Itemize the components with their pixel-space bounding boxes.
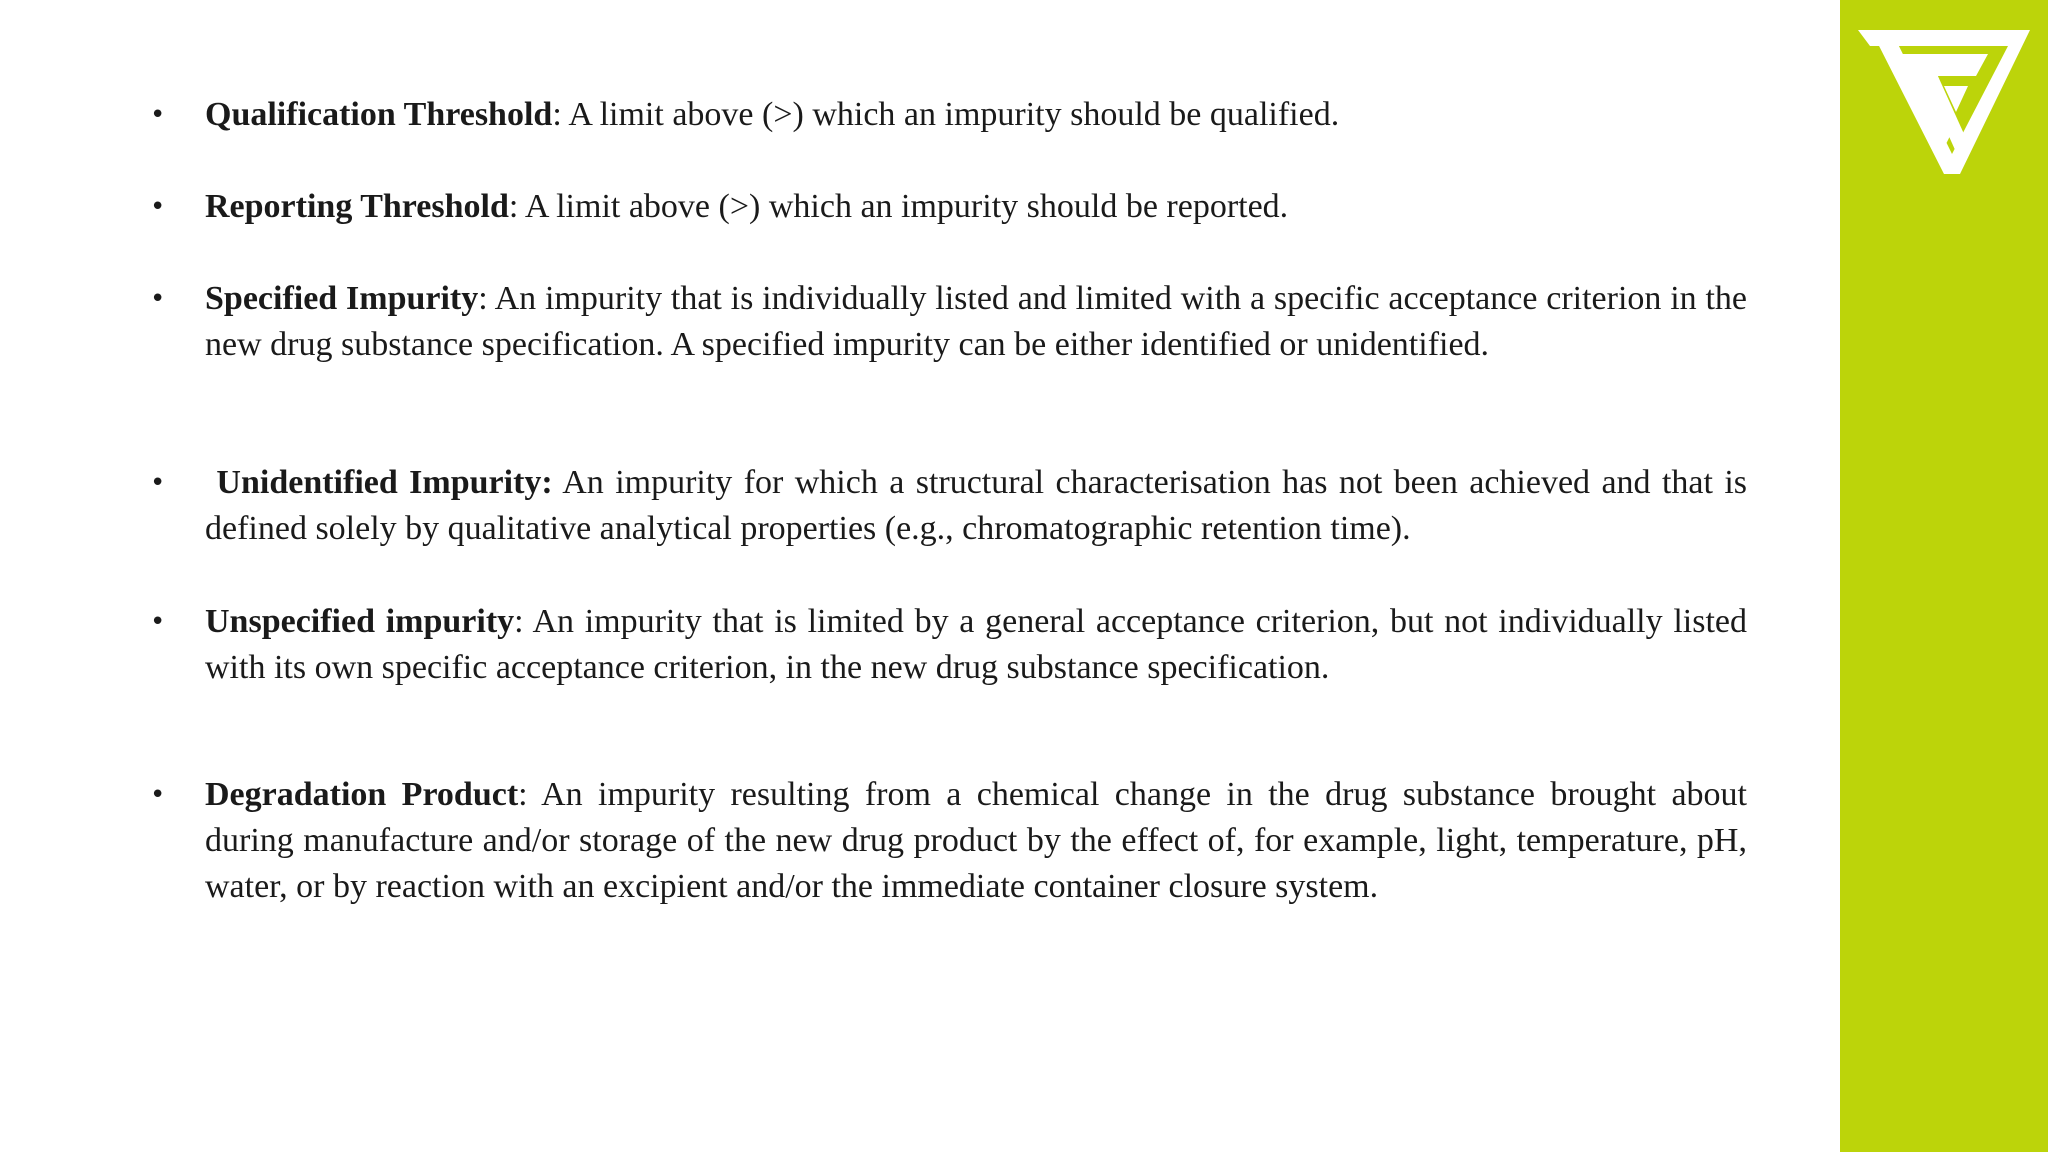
bullet-icon: • — [150, 192, 166, 222]
definition-term: Unspecified impurity — [205, 603, 515, 640]
definition-separator: : — [552, 96, 562, 133]
definition-degradation-product — [150, 772, 1747, 910]
bullet-icon: • — [150, 100, 166, 130]
bullet-icon: • — [150, 780, 166, 810]
definition-qualification-threshold — [150, 92, 1747, 138]
definition-separator: : — [518, 776, 528, 813]
brand-chevron-logo-icon — [1856, 24, 2032, 184]
definition-reporting-threshold — [150, 184, 1747, 230]
bullet-icon: • — [150, 468, 166, 498]
bullet-icon: • — [150, 284, 166, 314]
definition-separator: : — [514, 603, 524, 640]
definition-term: Degradation Product — [205, 776, 519, 813]
definition-term: Unidentified Impurity: — [216, 464, 553, 501]
definition-separator: : — [508, 188, 519, 225]
definition-unidentified-impurity — [150, 460, 1747, 552]
definition-text: An impurity resulting from a chemical change in the drug substance brought about during manufacture and/or storage of the new drug product by the effect of, for example, light, temperature, pH, water, or by reaction with an excipient and/or the immediate container closure system. — [205, 776, 1748, 905]
definition-term: Qualification Threshold — [205, 96, 553, 133]
definition-term: Reporting Threshold — [205, 188, 509, 225]
definition-text: An impurity that is limited by a general acceptance criterion, but not individually listed with its own specific acceptance criterion, in the new drug substance specification. — [205, 603, 1747, 686]
definition-text: A limit above (>) which an impurity should be reported. — [518, 188, 1289, 225]
definition-unspecified-impurity — [150, 599, 1747, 691]
definition-specified-impurity — [150, 276, 1747, 368]
definition-text: An impurity that is individually listed and limited with a specific acceptance criterion in the new drug substance specification. A specified impurity can be either identified or unidentified. — [205, 280, 1747, 363]
definition-term: Specified Impurity — [205, 280, 479, 317]
definition-text: An impurity for which a structural characterisation has not been achieved and that is defined solely by qualitative analytical properties (e.g., chromatographic retention time). — [205, 464, 1747, 547]
definition-separator: : — [478, 280, 488, 317]
leading-space — [205, 464, 216, 501]
definition-text: A limit above (>) which an impurity should be qualified. — [561, 96, 1340, 133]
bullet-icon: • — [150, 607, 166, 637]
